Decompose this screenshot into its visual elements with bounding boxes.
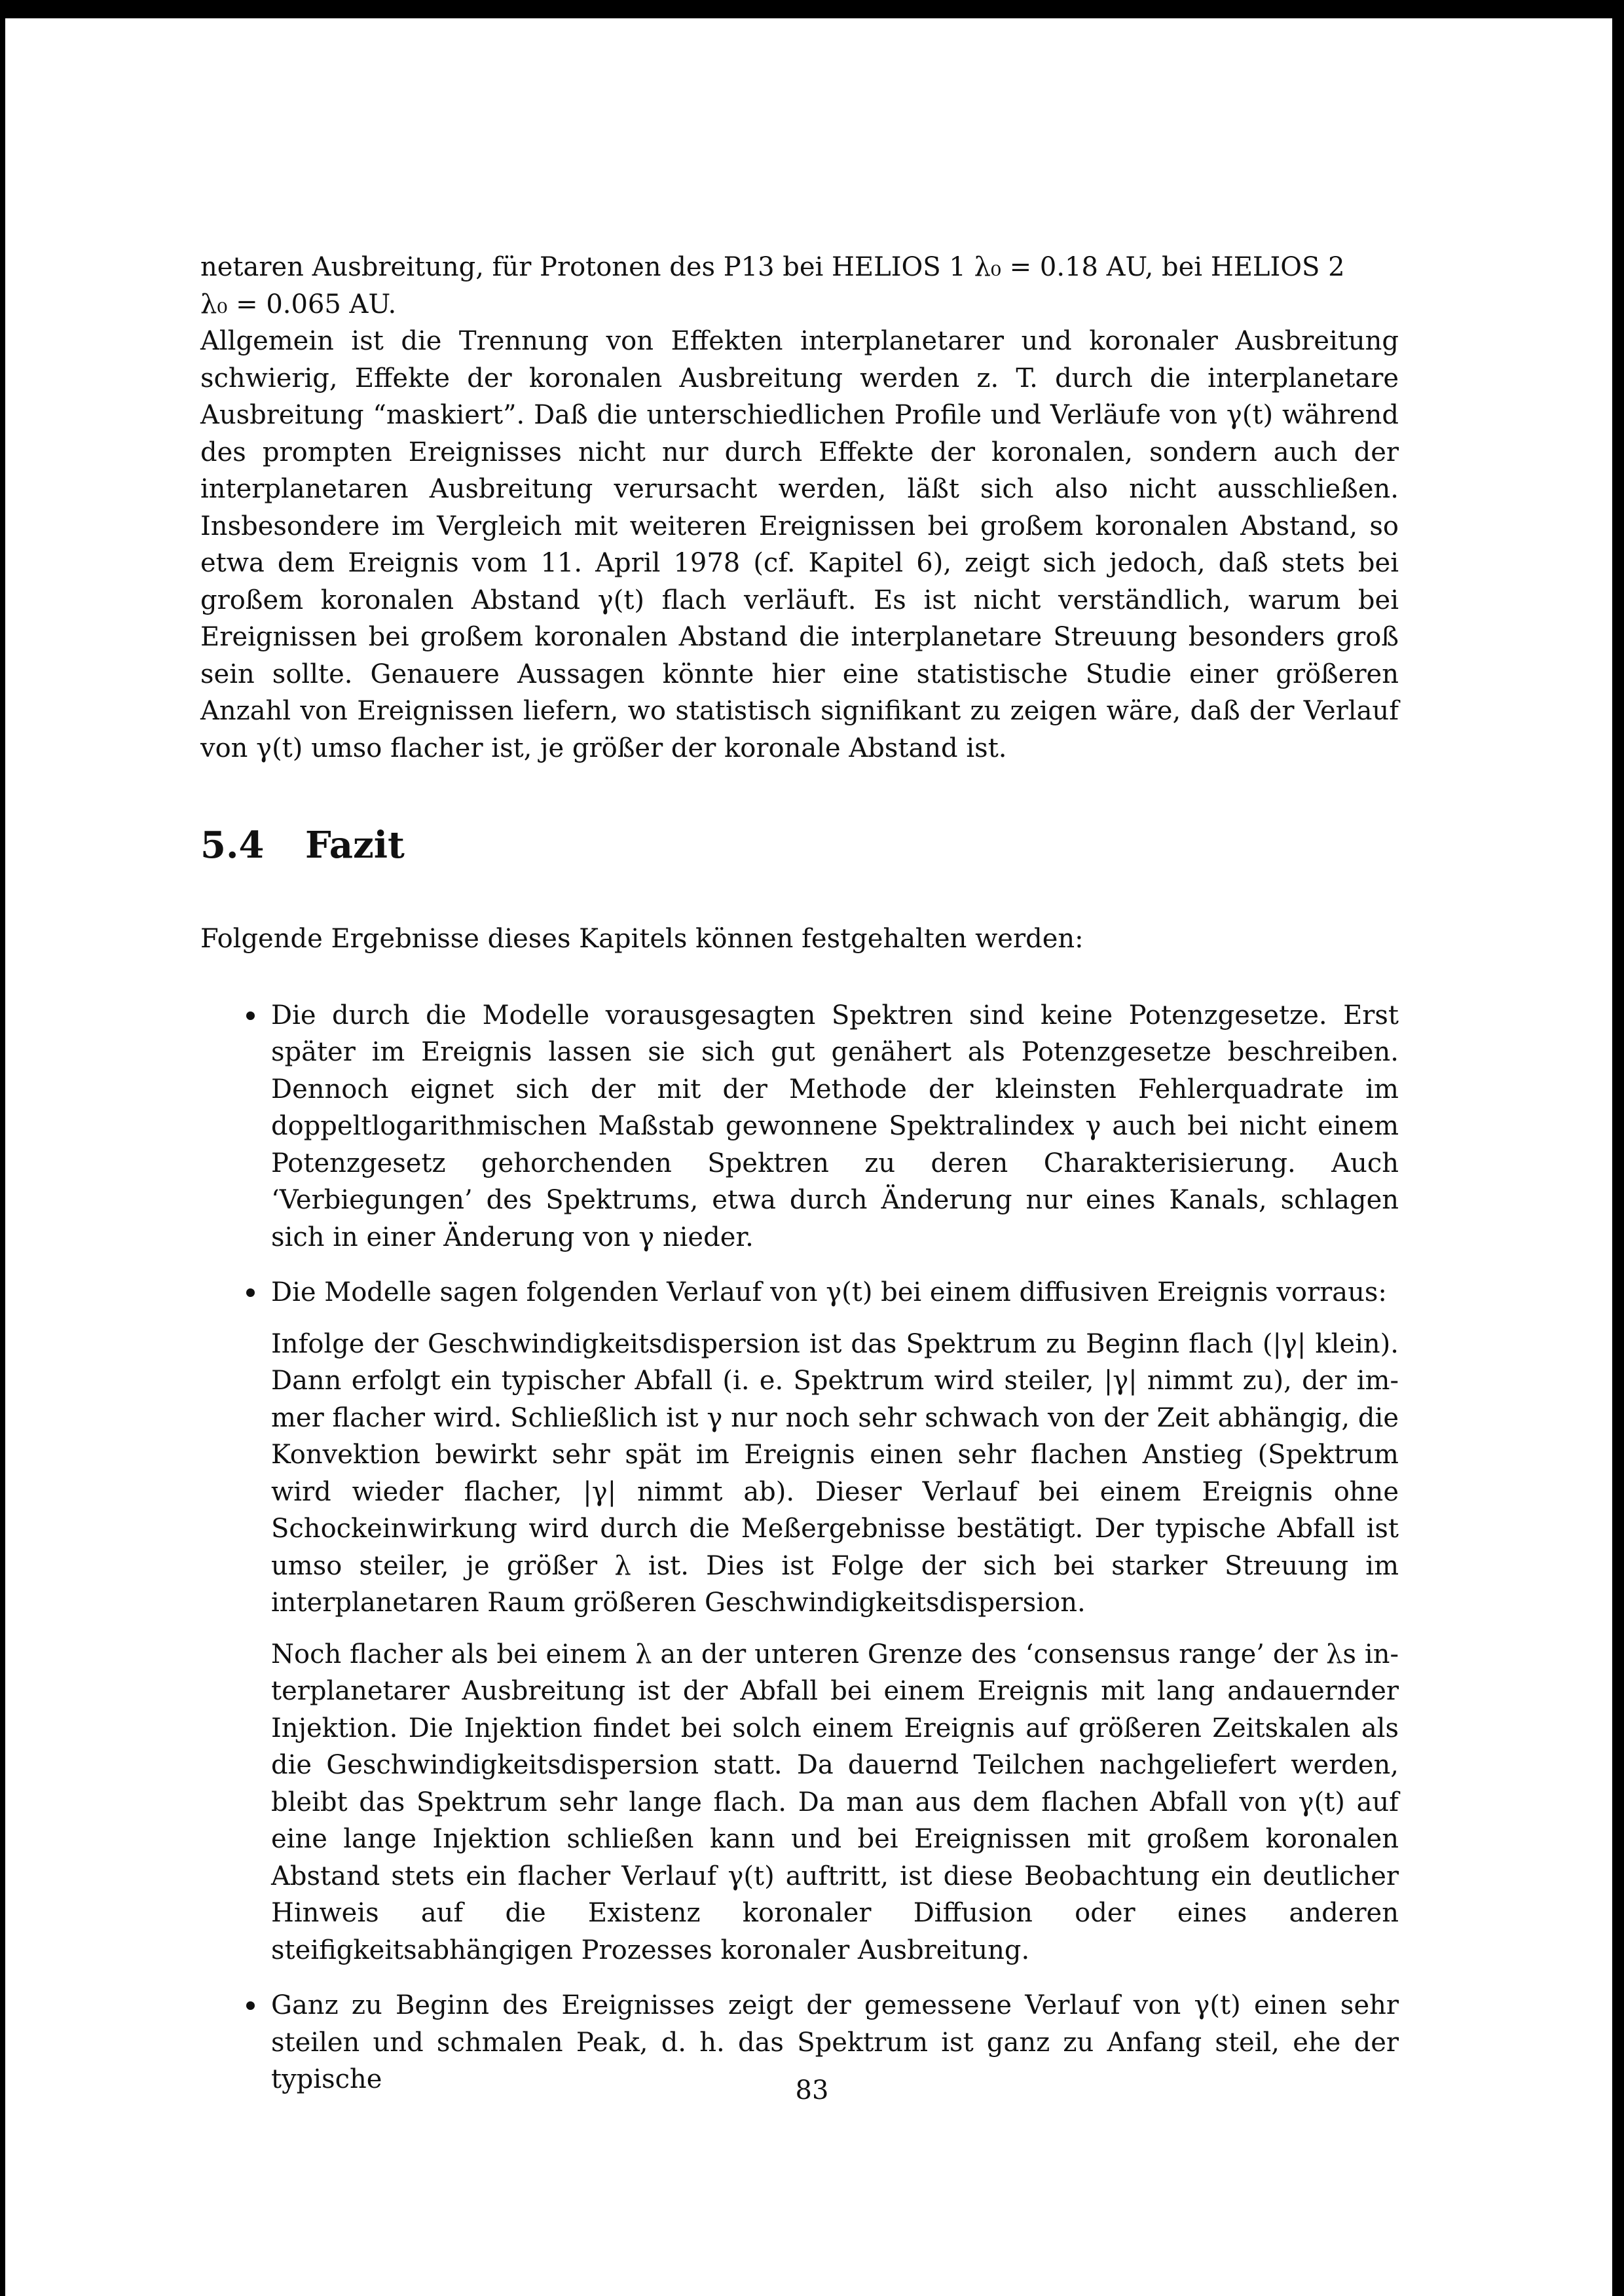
- continued-paragraph-line-2: λ₀ = 0.065 AU.: [200, 289, 397, 319]
- continued-paragraph-line-1: netaren Ausbreitung, für Protonen des P13 bei HELIOS 1 λ₀ = 0.18 AU, bei HELIOS 2: [200, 252, 1345, 282]
- section-title: Fazit: [305, 824, 405, 867]
- paragraph-general: Allgemein ist die Trennung von Effekten interplanetarer und koronaler Ausbreitung schwierig, Effekte der koronalen Ausbreitung werden z. T. durch die interplanetare Ausbreitung “maskiert”. Daß die unterschiedlichen Profile und Verläufe von γ(t) während des prompten Ereignisses nicht nur durch Effekte der koronalen, sondern auch der interplanetaren Ausbreitung verursacht werden, läßt sich also nicht ausschließen. Insbesondere im Vergleich mit weiteren Ereignissen bei großem koronalen Abstand, so etwa dem Ereignis vom 11. April 1978 (cf. Kapitel 6), zeigt sich jedoch, daß stets bei großem koronalen Abstand γ(t) flach verläuft. Es ist nicht verständlich, warum bei Ereignissen bei großem koronalen Abstand die interplanetare Streuung besonders groß sein sollte. Genauere Aussagen könnte hier eine statistische Studie einer größeren Anzahl von Ereignissen liefern, wo statistisch signifikant zu zeigen wäre, daß der Verlauf von γ(t) umso flacher ist, je größer der koronale Abstand ist.: [200, 326, 1399, 763]
- list-item-subparagraph: Infolge der Geschwindigkeitsdispersion ist das Spektrum zu Beginn flach (|γ| klein). Dann erfolgt ein typischer Abfall (i. e. Spektrum wird steiler, |γ| nimmt zu), der immer flacher wird. Schließlich ist γ nur noch sehr schwach von der Zeit abhängig, die Konvektion bewirkt sehr spät im Ereignis einen sehr flachen Anstieg (Spektrum wird wieder flacher, |γ| nimmt ab). Dieser Verlauf bei einem Ereignis ohne Schockeinwirkung wird durch die Meßergebnisse bestätigt. Der typische Abfall ist umso steiler, je größer λ ist. Dies ist Folge der sich bei starker Streuung im interplanetaren Raum größeren Geschwindigkeitsdispersion.: [271, 1328, 1399, 1618]
- page-number: 83: [795, 2075, 829, 2105]
- list-item-subparagraph: Noch flacher als bei einem λ an der unteren Grenze des ‘consensus range’ der λs interplanetarer Ausbreitung ist der Abfall bei einem Ereignis mit lang andauernder Injektion. Die Injektion findet bei solch einem Ereignis auf größeren Zeitskalen als die Geschwindigkeitsdispersion statt. Da dauernd Teilchen nachgeliefert werden, bleibt das Spektrum sehr lange flach. Da man aus dem flachen Abfall von γ(t) auf eine lange Injektion schließen kann und bei Ereignissen mit großem koronalen Abstand stets ein flacher Verlauf γ(t) auftritt, ist diese Beobachtung ein deutlicher Hinweis auf die Existenz koronaler Diffusion oder eines anderen steifigkeitsabhängigen Prozesses koronaler Ausbreitung.: [271, 1639, 1399, 1965]
- list-item-text: Die Modelle sagen folgenden Verlauf von γ(t) bei einem diffusiven Ereignis vorraus:: [271, 1277, 1387, 1307]
- bullet-icon: [246, 1011, 255, 1020]
- list-item: [200, 997, 1399, 1256]
- section-number: 5.4: [200, 824, 265, 867]
- scan-border-top: [0, 0, 1624, 18]
- section-intro: Folgende Ergebnisse dieses Kapitels können festgehalten werden:: [200, 924, 1084, 954]
- list-item-text: Ganz zu Beginn des Ereignisses zeigt der gemessene Verlauf von γ(t) einen sehr steilen und schmalen Peak, d. h. das Spektrum ist ganz zu Anfang steil, ehe der typische: [271, 1990, 1399, 2094]
- scan-border-left: [0, 0, 5, 2296]
- page-body: [200, 249, 1399, 2117]
- bullet-icon: [246, 2001, 255, 2010]
- continued-paragraph: [200, 249, 1399, 323]
- list-item: [200, 1274, 1399, 1969]
- scan-border-right: [1612, 0, 1624, 2296]
- list-item-text: Die durch die Modelle vorausgesagten Spektren sind keine Potenzgesetze. Erst später im Ereignis lassen sie sich gut genähert als Potenzgesetze beschreiben. Dennoch eignet sich der mit der Methode der kleinsten Fehlerquadrate im doppeltlogarithmischen Maßstab gewonnene Spektralindex γ auch bei nicht einem Potenzgesetz gehorchenden Spektren zu deren Charakterisierung. Auch ‘Verbiegungen’ des Spektrums, etwa durch Änderung nur eines Kanals, schlagen sich in einer Änderung von γ nieder.: [271, 1000, 1399, 1252]
- section-heading: [200, 822, 1399, 868]
- bullet-icon: [246, 1288, 255, 1297]
- results-list: [200, 997, 1399, 2098]
